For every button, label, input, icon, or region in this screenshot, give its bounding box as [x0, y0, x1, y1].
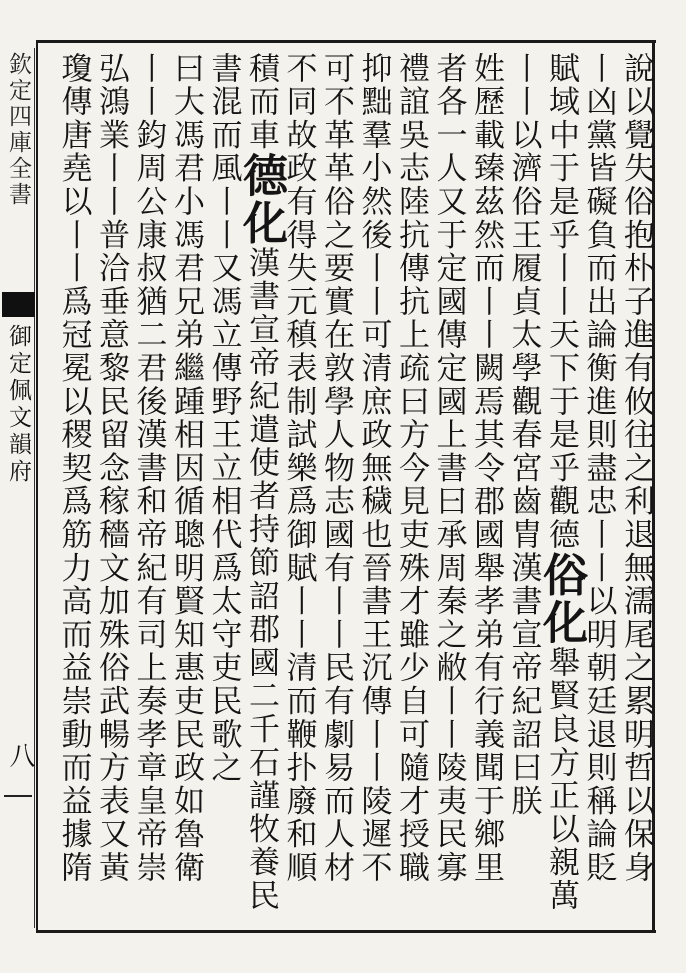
text-run: 漢書宣帝紀遣使者持節詔郡國二千石謹牧養民 [243, 246, 279, 913]
text-run: 而風丨丨又馮立傳野王立相代爲太守吏民歌之 [205, 118, 242, 785]
text-column [393, 52, 429, 927]
text-column [131, 52, 167, 927]
text-column [235, 52, 288, 927]
text-column [535, 52, 588, 927]
text-column [431, 52, 467, 927]
text-run: 積而車 [243, 52, 279, 152]
page-number: 八 [5, 742, 35, 768]
text-run: 姓歷載臻茲然而丨丨闕焉其令郡國舉孝弟有行義聞于鄉里 [468, 52, 504, 885]
text-column [581, 52, 617, 927]
text-run: 書混 [205, 52, 242, 119]
text-run: 者各一人又于定國傳定國上書曰承周秦之敝丨丨陵夷民寡 [430, 52, 467, 885]
frame-bottom-rule [36, 930, 656, 933]
text-run: 賦域中于是乎丨丨天下于是乎觀德 [543, 52, 579, 552]
text-run: 丨丨鈞周公康叔猶二君後漢書和帝紀有司上奏孝章皇帝崇 [130, 52, 167, 885]
text-run: 不同故政有得失元稹表制試樂爲御賦丨丨清而鞭扑廢和順 [280, 52, 317, 885]
text-column [506, 52, 542, 927]
text-run: 曰大馮君小馮君兄弟繼踵相因循聰明賢知惠吏民政如魯衛 [168, 52, 204, 885]
text-column [206, 52, 242, 927]
text-column [356, 52, 392, 927]
entry-heading: 德化 [235, 151, 288, 247]
frame-left-rule [36, 40, 38, 933]
text-column [618, 52, 654, 927]
text-column [93, 52, 129, 927]
book-title: 欽定四庫全書 [5, 52, 31, 208]
text-run: 禮誼吳志陸抗傳抗上疏曰方今見吏殊才雖少自可隨才授職 [393, 52, 429, 885]
text-run: 丨丨以濟俗王履貞太學觀春宮齒胄 [505, 52, 542, 552]
text-column [56, 52, 92, 927]
text-run: 可不革革俗之要實在敦學人物志國有丨丨民有劇易而人材 [318, 52, 354, 885]
text-run: 漢書宣帝紀詔曰朕 [505, 551, 542, 818]
text-column [468, 52, 504, 927]
text-column [318, 52, 354, 927]
text-run: 瓊傳唐堯以丨丨爲冠冕以稷契爲筋力高而益崇動而益據隋 [55, 52, 92, 885]
section-title: 御定佩文韻府 [5, 324, 31, 486]
text-run: 丨凶黨皆礙負而出論衡進則盡忠丨丨以明朝廷退則稱論貶 [580, 52, 617, 885]
text-run: 抑黜羣小然後丨丨可清庶政無穢也晉書王沉傳丨丨陵遲不 [355, 52, 392, 885]
page-number-rule [4, 795, 32, 797]
text-run: 舉賢良方正以親萬 [543, 646, 579, 913]
frame-top-rule [36, 40, 656, 43]
text-run: 說以覺失俗抱朴子進有攸往之利退無濡尾之累明哲以保身 [618, 52, 654, 885]
entry-heading: 俗化 [535, 551, 588, 647]
text-run: 弘鴻業丨丨普洽垂意黎民留念稼穡文加殊俗武暢方表又黃 [93, 52, 129, 885]
text-column [168, 52, 204, 927]
fish-tail-mark [2, 292, 35, 317]
